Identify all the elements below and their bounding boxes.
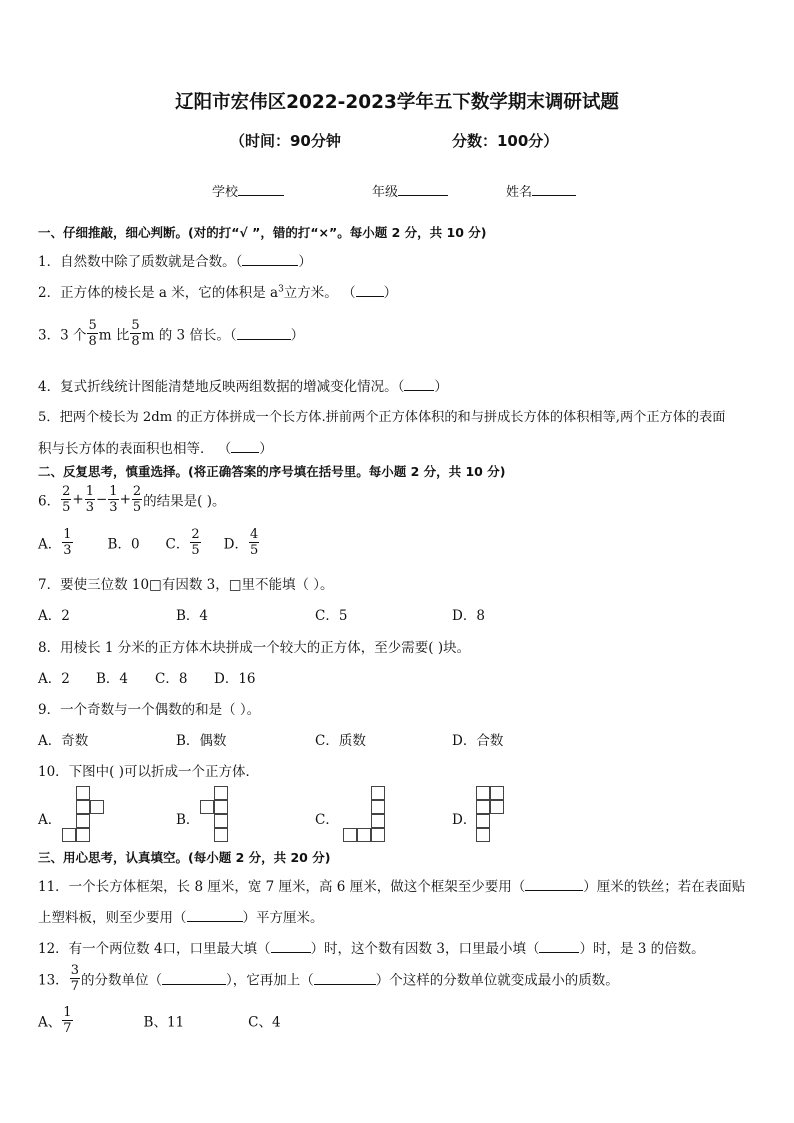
question-9-option-b[interactable]: B．偶数 [176, 733, 227, 749]
question-4-close: ） [434, 379, 448, 395]
option-a[interactable]: A． $\frac{1}{3}$ [38, 527, 72, 558]
fraction: $\frac{1}{3}$ [109, 484, 118, 515]
question-13-text-c: ）个这样的分数单位就变成最小的质数。 [375, 972, 619, 989]
answer-blank-13a[interactable] [162, 972, 226, 985]
section-3-heading: 三、用心思考，认真填空。(每小题 2 分，共 20 分) [38, 850, 331, 865]
question-3-close: ） [290, 327, 305, 344]
question-13-number: 13． [38, 972, 69, 989]
question-2-text-b: 立方米。 （ [283, 285, 356, 301]
question-8-option-c[interactable]: C．8 [155, 671, 188, 687]
section-2-heading: 二、反复思考，慎重选择。(将正确答案的序号填在括号里。每小题 2 分，共 10 分) [38, 464, 506, 479]
grade-blank[interactable] [398, 183, 448, 196]
question-10: 10．下图中( )可以折成一个正方体． [38, 764, 260, 780]
fraction: $\frac{2}{5}$ [132, 484, 142, 515]
grade-label: 年级 [372, 185, 399, 200]
question-1 [38, 250, 312, 270]
name-label: 姓名 [506, 185, 533, 200]
option-d[interactable]: D． $\frac{4}{5}$ [223, 527, 259, 558]
question-8-option-a[interactable]: A．2 [38, 671, 70, 687]
question-13-option-c[interactable]: C、4 [248, 1014, 281, 1031]
question-7: 7．要使三位数 10□有因数 3，□里不能填（ ）。 [38, 577, 334, 593]
plus-sign: + [119, 491, 131, 508]
question-11-text-d: ）平方厘米。 [242, 910, 324, 926]
question-13-option-a[interactable]: A、 $\frac{1}{7}$ [38, 1005, 72, 1036]
question-2-text: 2．正方体的棱长是 a 米，它的体积是 a [38, 285, 279, 301]
question-2-close: ） [383, 285, 398, 301]
fraction: $\frac{5}{8}$ [131, 318, 140, 349]
plus-sign: + [72, 491, 84, 508]
question-12-text: 12．有一个两位数 4口，口里最大填（ [38, 941, 271, 957]
question-8-option-b[interactable]: B．4 [96, 671, 129, 687]
question-11-line-2 [38, 906, 324, 926]
question-8-option-d[interactable]: D．16 [214, 671, 256, 687]
question-1-text: 1．自然数中除了质数就是合数。（ [38, 254, 243, 270]
question-8: 8．用棱长 1 分米的正方体木块拼成一个较大的正方体，至少需要( )块。 [38, 640, 471, 656]
question-6-options [38, 527, 260, 558]
question-7-option-a[interactable]: A．2 [38, 608, 70, 624]
question-4 [38, 375, 448, 395]
school-field [212, 181, 284, 200]
fraction: $\frac{3}{7}$ [70, 963, 79, 994]
answer-blank-12a[interactable] [271, 940, 311, 953]
option-c[interactable]: C． $\frac{2}{5}$ [165, 527, 200, 558]
question-4-text: 4．复式折线统计图能清楚地反映两组数据的增减变化情况。（ [38, 379, 405, 395]
question-7-option-d[interactable]: D．8 [452, 608, 485, 624]
question-3-text-c: m 的 3 倍长。（ [141, 327, 237, 344]
question-11-text-b: ）厘米的铁丝；若在表面贴 [583, 879, 746, 895]
school-label: 学校 [212, 185, 239, 200]
question-11-line-1 [38, 875, 745, 895]
question-9: 9．一个奇数与一个偶数的和是（ ）。 [38, 702, 261, 718]
question-10-option-b[interactable]: B． [176, 812, 200, 828]
answer-blank-3[interactable] [237, 327, 291, 340]
page-title: 辽阳市宏伟区2022-2023学年五下数学期末调研试题 [175, 92, 619, 113]
minus-sign: − [95, 491, 108, 508]
answer-blank-1[interactable] [242, 253, 298, 266]
question-10-option-c[interactable]: C． [315, 812, 339, 828]
question-9-option-c[interactable]: C．质数 [315, 733, 366, 749]
question-12 [38, 937, 705, 957]
question-11-text-c: 上塑料板，则至少要用（ [38, 910, 187, 926]
answer-blank-11a[interactable] [525, 878, 583, 891]
answer-blank-2[interactable] [356, 284, 384, 297]
question-13-options [38, 1005, 281, 1036]
question-5-line-1: 5．把两个棱长为 2dm 的正方体拼成一个长方体.拼前两个正方体体积的和与拼成长方体的体积相等,两个正方体的表面 [38, 410, 726, 425]
answer-blank-11b[interactable] [187, 909, 243, 922]
question-13 [38, 963, 619, 994]
question-13-text: 的分数单位（ [80, 972, 162, 989]
grade-field [372, 181, 448, 200]
question-7-option-c[interactable]: C．5 [315, 608, 348, 624]
answer-blank-13b[interactable] [314, 972, 376, 985]
exam-score: 分数：100分） [452, 132, 559, 150]
question-13-option-b[interactable]: B、11 [143, 1014, 185, 1031]
question-10-option-a[interactable]: A． [38, 812, 62, 828]
fraction: $\frac{5}{8}$ [88, 318, 97, 349]
question-11-text: 11．一个长方体框架，长 8 厘米，宽 7 厘米，高 6 厘米，做这个框架至少要用（ [38, 879, 526, 895]
question-12-text-b: ）时，这个数有因数 3，口里最小填（ [310, 941, 540, 957]
question-9-option-a[interactable]: A．奇数 [38, 733, 89, 749]
question-10-option-d[interactable]: D． [452, 812, 477, 828]
question-3-text-b: m 比 [98, 327, 130, 344]
name-field [506, 181, 576, 200]
fraction: $\frac{1}{3}$ [85, 484, 94, 515]
question-6 [38, 484, 225, 515]
question-5-close: ） [259, 441, 273, 457]
question-5-line-2 [38, 437, 273, 457]
fraction: $\frac{2}{5}$ [62, 484, 71, 515]
question-3-text: 3．3 个 [38, 327, 87, 344]
answer-blank-4[interactable] [404, 378, 434, 391]
question-3 [38, 318, 304, 349]
exam-time: （时间：90分钟 [230, 132, 341, 150]
answer-blank-5[interactable] [231, 440, 259, 453]
option-b[interactable]: B．0 [107, 536, 140, 553]
school-blank[interactable] [238, 183, 284, 196]
question-13-text-b: ），它再加上（ [225, 972, 314, 989]
question-5-text: 积与长方体的表面积也相等． （ [38, 441, 232, 457]
answer-blank-12b[interactable] [539, 940, 579, 953]
question-12-text-c: ）时，是 3 的倍数。 [579, 941, 705, 957]
question-7-option-b[interactable]: B．4 [176, 608, 209, 624]
name-blank[interactable] [532, 183, 576, 196]
section-1-heading: 一、仔细推敲，细心判断。(对的打“√ ”，错的打“×”。每小题 2 分，共 10 分) [38, 225, 487, 240]
exponent: 3 [278, 284, 284, 295]
question-1-close: ） [298, 254, 312, 270]
question-6-number: 6． [38, 493, 61, 510]
question-6-text: 的结果是( )。 [143, 493, 226, 510]
question-9-option-d[interactable]: D．合数 [452, 733, 504, 749]
question-2 [38, 281, 397, 301]
